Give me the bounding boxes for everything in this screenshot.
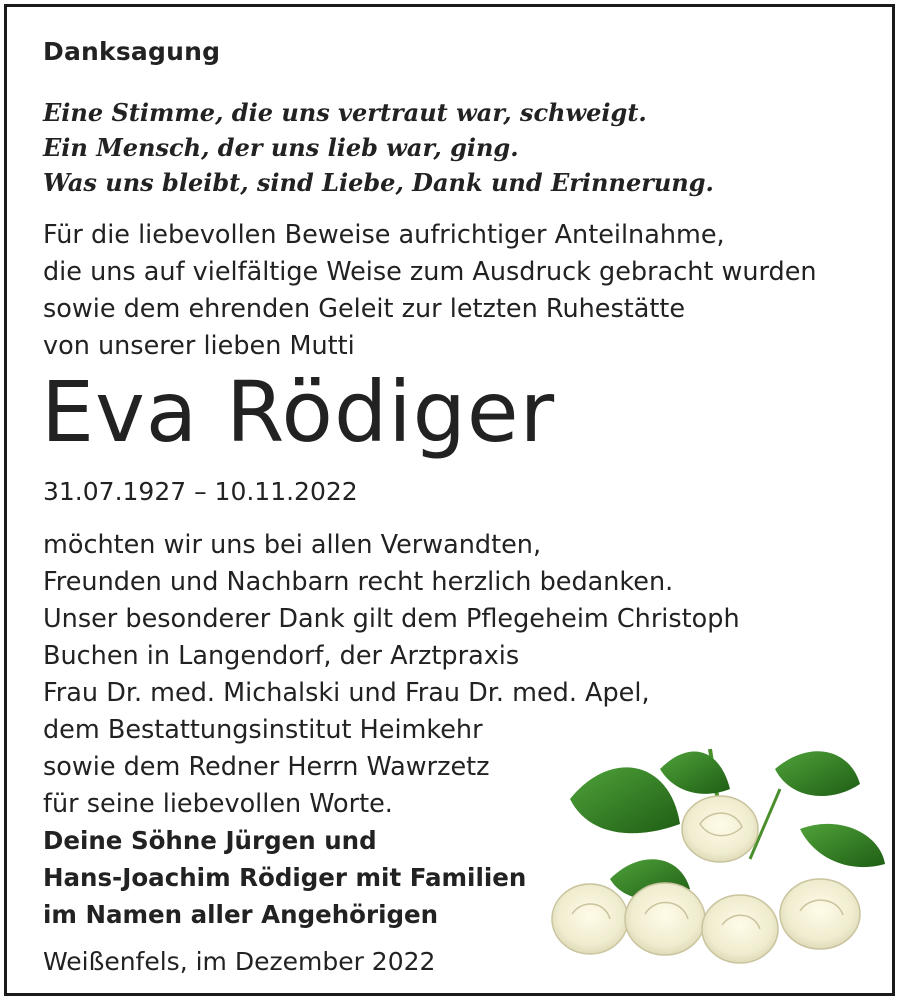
- thanks-line: Buchen in Langendorf, der Arztpraxis: [43, 641, 520, 671]
- life-dates: 31.07.1927 – 10.11.2022: [43, 477, 358, 506]
- signers: [43, 822, 526, 933]
- signer-line: Deine Söhne Jürgen und: [43, 826, 377, 855]
- deceased-name: Eva Rödiger: [41, 363, 556, 461]
- intro-line: die uns auf vielfältige Weise zum Ausdruck gebracht wurden: [43, 257, 817, 287]
- thanks-line: Unser besonderer Dank gilt dem Pflegeheim Christoph: [43, 604, 740, 634]
- signer-line: Hans-Joachim Rödiger mit Familien: [43, 863, 527, 892]
- place-and-date: Weißenfels, im Dezember 2022: [43, 947, 436, 976]
- thanks-line: Freunden und Nachbarn recht herzlich bedanken.: [43, 567, 674, 597]
- thanks-line: dem Bestattungsinstitut Heimkehr: [43, 715, 483, 745]
- poem: [43, 95, 714, 200]
- intro-line: sowie dem ehrenden Geleit zur letzten Ruhestätte: [43, 294, 686, 324]
- thanks-line: für seine liebevollen Worte.: [43, 789, 393, 819]
- thanks-line: Frau Dr. med. Michalski und Frau Dr. med. Apel,: [43, 678, 650, 708]
- signer-line: im Namen aller Angehörigen: [43, 900, 439, 929]
- thanks-line: sowie dem Redner Herrn Wawrzetz: [43, 752, 490, 782]
- intro-line: von unserer lieben Mutti: [43, 331, 355, 361]
- thanks-line: möchten wir uns bei allen Verwandten,: [43, 530, 542, 560]
- intro-paragraph: [43, 217, 817, 365]
- poem-line: Eine Stimme, die uns vertraut war, schweigt.: [43, 98, 647, 127]
- intro-line: Für die liebevollen Beweise aufrichtiger Anteilnahme,: [43, 220, 725, 250]
- white-roses-image: [550, 729, 890, 969]
- notice-heading: Danksagung: [43, 37, 221, 66]
- notice-frame: [4, 4, 895, 996]
- poem-line: Ein Mensch, der uns lieb war, ging.: [43, 133, 519, 162]
- poem-line: Was uns bleibt, sind Liebe, Dank und Erinnerung.: [43, 168, 714, 197]
